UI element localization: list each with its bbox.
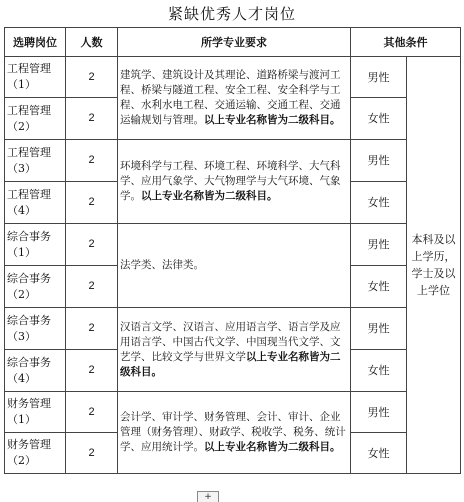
gender-cell: 女性 <box>351 98 407 140</box>
table-row <box>5 57 461 98</box>
post-cell: 工程管理（2） <box>5 98 66 140</box>
header-major: 所学专业要求 <box>118 28 351 57</box>
gender-cell: 男性 <box>351 392 407 433</box>
major-text: 会计学、审计学、财务管理、会计、审计、企业管理（财务管理）、财政学、税收学、税务、统计学、应用统计学。 <box>120 411 346 453</box>
table-row <box>5 140 461 182</box>
post-cell: 工程管理（1） <box>5 57 66 98</box>
table-row <box>5 308 461 350</box>
major-note: 以上专业名称皆为二级科目。 <box>204 441 341 453</box>
major-note: 以上专业名称皆为二级科目。 <box>141 190 278 202</box>
header-post: 选聘岗位 <box>5 28 66 57</box>
post-cell: 综合事务（2） <box>5 266 66 308</box>
post-cell: 综合事务（1） <box>5 224 66 266</box>
post-cell: 综合事务（4） <box>5 350 66 392</box>
table-row <box>5 392 461 433</box>
count-cell: 2 <box>66 57 118 98</box>
major-cell <box>118 57 351 140</box>
table-row <box>5 224 461 266</box>
gender-cell: 女性 <box>351 433 407 474</box>
major-cell <box>118 308 351 392</box>
count-cell: 2 <box>66 140 118 182</box>
major-cell <box>118 140 351 224</box>
post-cell: 工程管理（3） <box>5 140 66 182</box>
post-cell: 财务管理（2） <box>5 433 66 474</box>
count-cell: 2 <box>66 98 118 140</box>
gender-cell: 女性 <box>351 266 407 308</box>
post-cell: 财务管理（1） <box>5 392 66 433</box>
major-text: 建筑学、建筑设计及其理论、道路桥梁与渡河工程、桥梁与隧道工程、安全工程、安全科学与工程、水利水电工程、交通运输、交通工程、交通运输规划与管理。 <box>120 69 341 126</box>
major-text: 法学类、法律类。 <box>120 259 204 271</box>
gender-cell: 男性 <box>351 140 407 182</box>
positions-table <box>4 27 461 474</box>
count-cell: 2 <box>66 392 118 433</box>
header-count: 人数 <box>66 28 118 57</box>
count-cell: 2 <box>66 182 118 224</box>
count-cell: 2 <box>66 308 118 350</box>
gender-cell: 男性 <box>351 57 407 98</box>
major-cell <box>118 392 351 474</box>
gender-cell: 男性 <box>351 224 407 266</box>
other-conditions-cell: 本科及以上学历，学士及以上学位 <box>407 57 461 474</box>
table-header-row <box>5 28 461 57</box>
header-other: 其他条件 <box>351 28 461 57</box>
page-title: 紧缺优秀人才岗位 <box>167 5 296 23</box>
count-cell: 2 <box>66 350 118 392</box>
gender-cell: 男性 <box>351 308 407 350</box>
major-cell <box>118 224 351 308</box>
post-cell: 综合事务（3） <box>5 308 66 350</box>
page-break-marker[interactable]: + <box>197 491 219 502</box>
count-cell: 2 <box>66 266 118 308</box>
major-note: 以上专业名称皆为二级科目。 <box>204 114 341 126</box>
gender-cell: 女性 <box>351 350 407 392</box>
major-note: 以上专业名称皆为二级科目。 <box>120 350 341 378</box>
major-text: 环境科学与工程、环境工程、环境科学、大气科学、应用气象学、大气物理学与大气环境、气象学。 <box>120 160 341 202</box>
count-cell: 2 <box>66 224 118 266</box>
major-text: 汉语言文学、汉语言、应用语言学、语言学及应用语言学、中国古代文学、中国现当代文学、文艺学、比较文学与世界文学 <box>120 320 341 363</box>
post-cell: 工程管理（4） <box>5 182 66 224</box>
count-cell: 2 <box>66 433 118 474</box>
gender-cell: 女性 <box>351 182 407 224</box>
